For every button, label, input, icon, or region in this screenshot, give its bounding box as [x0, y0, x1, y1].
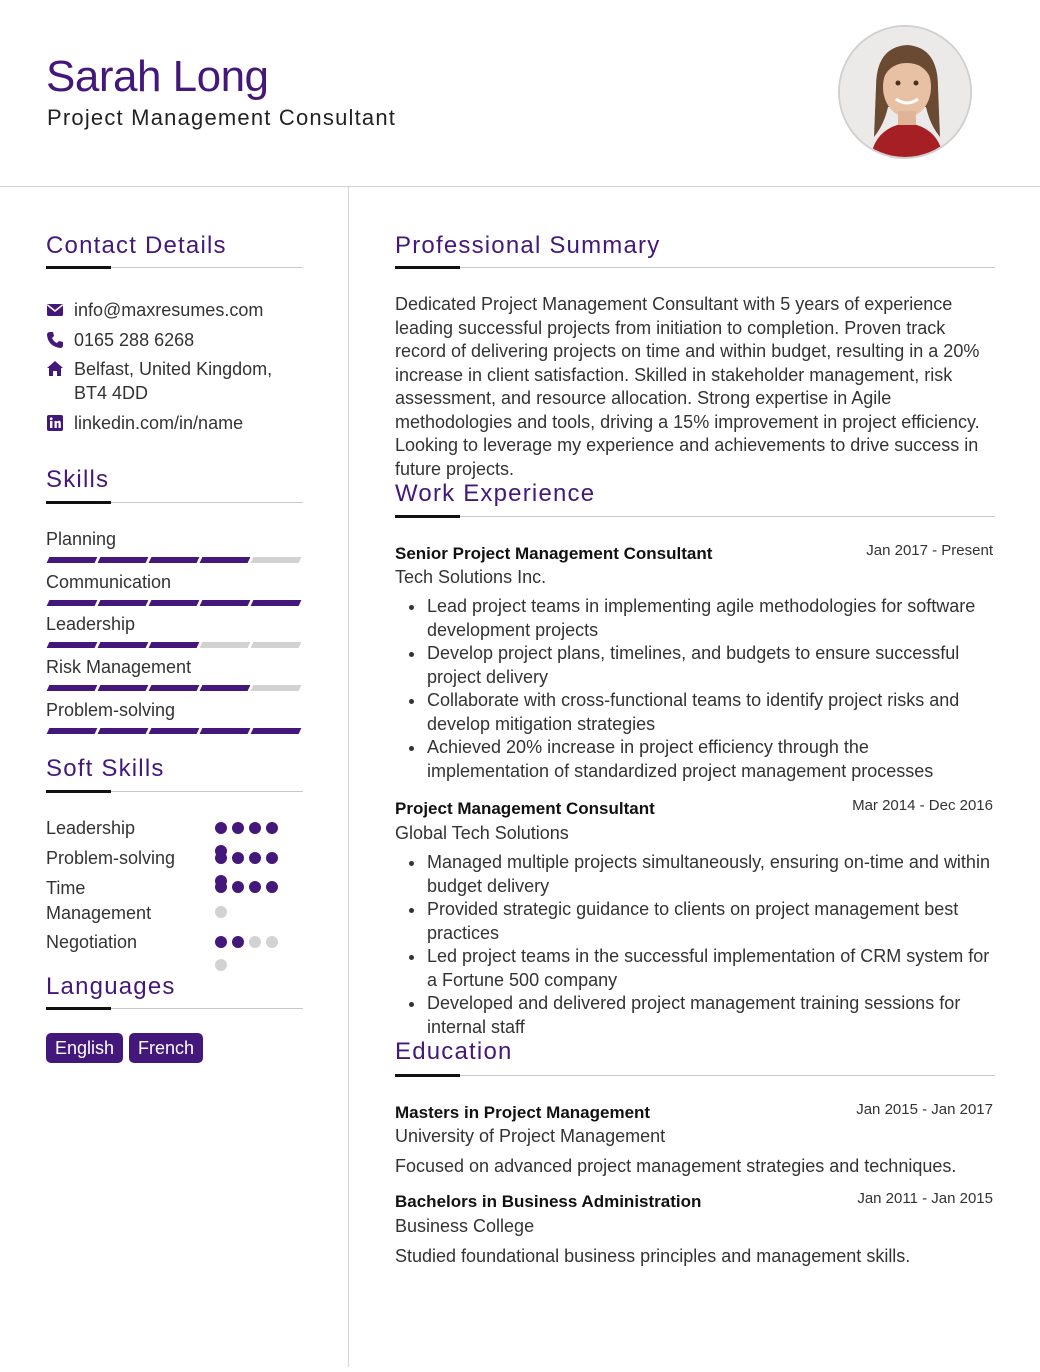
candidate-title: Project Management Consultant — [47, 105, 397, 130]
degree-description: Focused on advanced project management strategies and techniques. — [395, 1156, 957, 1176]
soft-skill-label: Leadership — [46, 818, 136, 838]
skill-label: Problem-solving — [46, 700, 176, 720]
email-text: info@maxresumes.com — [74, 300, 264, 320]
rating-dot-filled — [232, 881, 244, 893]
phone-icon — [46, 331, 64, 349]
skill-level-bar — [46, 557, 302, 563]
column-divider — [348, 187, 349, 1367]
degree-date: Jan 2011 - Jan 2015 — [857, 1190, 993, 1207]
degree-description: Studied foundational business principles and management skills. — [395, 1246, 911, 1266]
skill-level-bar — [46, 642, 302, 648]
soft-skills-rule-accent — [46, 790, 111, 793]
skill-segment-empty — [251, 685, 302, 691]
rating-dot-filled — [215, 881, 227, 893]
languages-rule-accent — [46, 1007, 111, 1010]
rating-dot-empty — [249, 936, 261, 948]
job-bullet: Provided strategic guidance to clients on project management best practices — [395, 898, 995, 945]
job-date: Mar 2014 - Dec 2016 — [852, 797, 993, 814]
envelope-icon — [46, 301, 64, 319]
soft-skills-heading: Soft Skills — [46, 755, 165, 782]
experience-heading: Work Experience — [395, 480, 596, 507]
education-rule-accent — [395, 1074, 460, 1077]
skill-level-bar — [46, 600, 302, 606]
rating-dot-filled — [232, 936, 244, 948]
language-badge-french: French — [129, 1033, 203, 1063]
soft-skill-label-line2: Management — [46, 903, 152, 923]
rating-dot-filled — [215, 852, 227, 864]
degree-title: Masters in Project Management — [395, 1103, 651, 1122]
job-bullets — [395, 851, 995, 1039]
skill-level-bar — [46, 728, 302, 734]
skill-segment-filled — [200, 557, 251, 563]
skill-segment-filled — [98, 728, 149, 734]
skills-rule-accent — [46, 501, 111, 504]
soft-skill-label: Time — [46, 878, 86, 898]
skill-segment-filled — [98, 600, 149, 606]
skill-level-bar — [46, 685, 302, 691]
rating-dot-filled — [249, 822, 261, 834]
contact-heading: Contact Details — [46, 232, 227, 259]
job-bullet: Led project teams in the successful implementation of CRM system for a Fortune 500 company — [395, 945, 995, 992]
skill-segment-filled — [200, 728, 251, 734]
skill-segment-filled — [149, 557, 200, 563]
education-rule — [395, 1075, 995, 1076]
skill-segment-filled — [200, 600, 251, 606]
skill-segment-filled — [251, 600, 302, 606]
degree-date: Jan 2015 - Jan 2017 — [856, 1101, 993, 1118]
skill-segment-filled — [98, 557, 149, 563]
job-bullet: Lead project teams in implementing agile methodologies for software development projects — [395, 595, 995, 642]
candidate-name: Sarah Long — [46, 52, 269, 101]
education-heading: Education — [395, 1038, 513, 1065]
phone-text: 0165 288 6268 — [74, 330, 195, 350]
soft-skill-label: Negotiation — [46, 932, 138, 952]
experience-rule-accent — [395, 515, 460, 518]
rating-dot-filled — [266, 881, 278, 893]
skill-segment-filled — [149, 685, 200, 691]
skill-segment-filled — [149, 600, 200, 606]
job-bullet: Develop project plans, timelines, and budgets to ensure successful project delivery — [395, 642, 995, 689]
soft-skill-label: Problem-solving — [46, 848, 176, 868]
rating-dot-filled — [215, 936, 227, 948]
profile-photo — [838, 25, 972, 159]
job-bullet: Collaborate with cross-functional teams to identify project risks and develop mitigation strategies — [395, 689, 995, 736]
summary-text: Dedicated Project Management Consultant with 5 years of experience leading successful projects from initiation to completion. Proven track record of delivering projects on time and within budget, resulting in a 20% increase in client satisfaction. Skilled in stakeholder management, risk assessment, and resource allocation. Strong expertise in Agile methodologies and tools, driving a 15% improvement in project efficiency. Looking to leverage my experience and achievements to drive success in future projects. — [395, 294, 980, 479]
skill-label: Leadership — [46, 614, 136, 634]
job-title: Project Management Consultant — [395, 799, 655, 818]
rating-dot-filled — [249, 881, 261, 893]
school-name: University of Project Management — [395, 1126, 666, 1146]
skill-segment-filled — [47, 685, 98, 691]
rating-dot-empty — [266, 936, 278, 948]
skill-segment-empty — [251, 557, 302, 563]
school-name: Business College — [395, 1216, 535, 1236]
job-bullet: Managed multiple projects simultaneously, ensuring on-time and within budget delivery — [395, 851, 995, 898]
linkedin-text: linkedin.com/in/name — [74, 413, 244, 433]
language-badge-english: English — [46, 1033, 123, 1063]
skill-segment-filled — [98, 642, 149, 648]
address-line2: BT4 4DD — [74, 383, 149, 403]
job-bullet: Achieved 20% increase in project efficiency through the implementation of standardized project management processes — [395, 736, 995, 783]
resume-header — [0, 0, 1040, 187]
skill-segment-filled — [200, 685, 251, 691]
skills-heading: Skills — [46, 466, 110, 493]
rating-dot-filled — [215, 822, 227, 834]
job-date: Jan 2017 - Present — [866, 542, 993, 559]
skill-segment-filled — [47, 600, 98, 606]
rating-dot-empty — [215, 959, 227, 971]
skill-segment-filled — [149, 728, 200, 734]
summary-heading: Professional Summary — [395, 232, 661, 259]
job-bullets — [395, 595, 995, 783]
job-title: Senior Project Management Consultant — [395, 544, 713, 563]
rating-dot-filled — [232, 852, 244, 864]
job-company: Global Tech Solutions — [395, 823, 569, 843]
rating-dot-filled — [232, 822, 244, 834]
home-icon — [46, 360, 64, 378]
skill-segment-empty — [200, 642, 251, 648]
degree-title: Bachelors in Business Administration — [395, 1192, 702, 1211]
address-line1: Belfast, United Kingdom, — [74, 359, 273, 379]
contact-rule-accent — [46, 266, 111, 269]
skill-label: Risk Management — [46, 657, 192, 677]
experience-rule — [395, 516, 995, 517]
job-bullet: Developed and delivered project management training sessions for internal staff — [395, 992, 995, 1039]
rating-dot-filled — [266, 822, 278, 834]
skill-segment-filled — [47, 557, 98, 563]
rating-dot-filled — [266, 852, 278, 864]
summary-rule-accent — [395, 266, 460, 269]
skill-segment-empty — [251, 642, 302, 648]
summary-rule — [395, 267, 995, 268]
rating-dot-filled — [249, 852, 261, 864]
skill-segment-filled — [149, 642, 200, 648]
skill-segment-filled — [47, 642, 98, 648]
rating-dot-empty — [215, 906, 227, 918]
skill-segment-filled — [98, 685, 149, 691]
skill-label: Planning — [46, 529, 117, 549]
skill-segment-filled — [47, 728, 98, 734]
skill-segment-filled — [251, 728, 302, 734]
languages-heading: Languages — [46, 973, 176, 1000]
job-company: Tech Solutions Inc. — [395, 567, 547, 587]
skill-label: Communication — [46, 572, 172, 592]
linkedin-icon — [46, 414, 64, 432]
